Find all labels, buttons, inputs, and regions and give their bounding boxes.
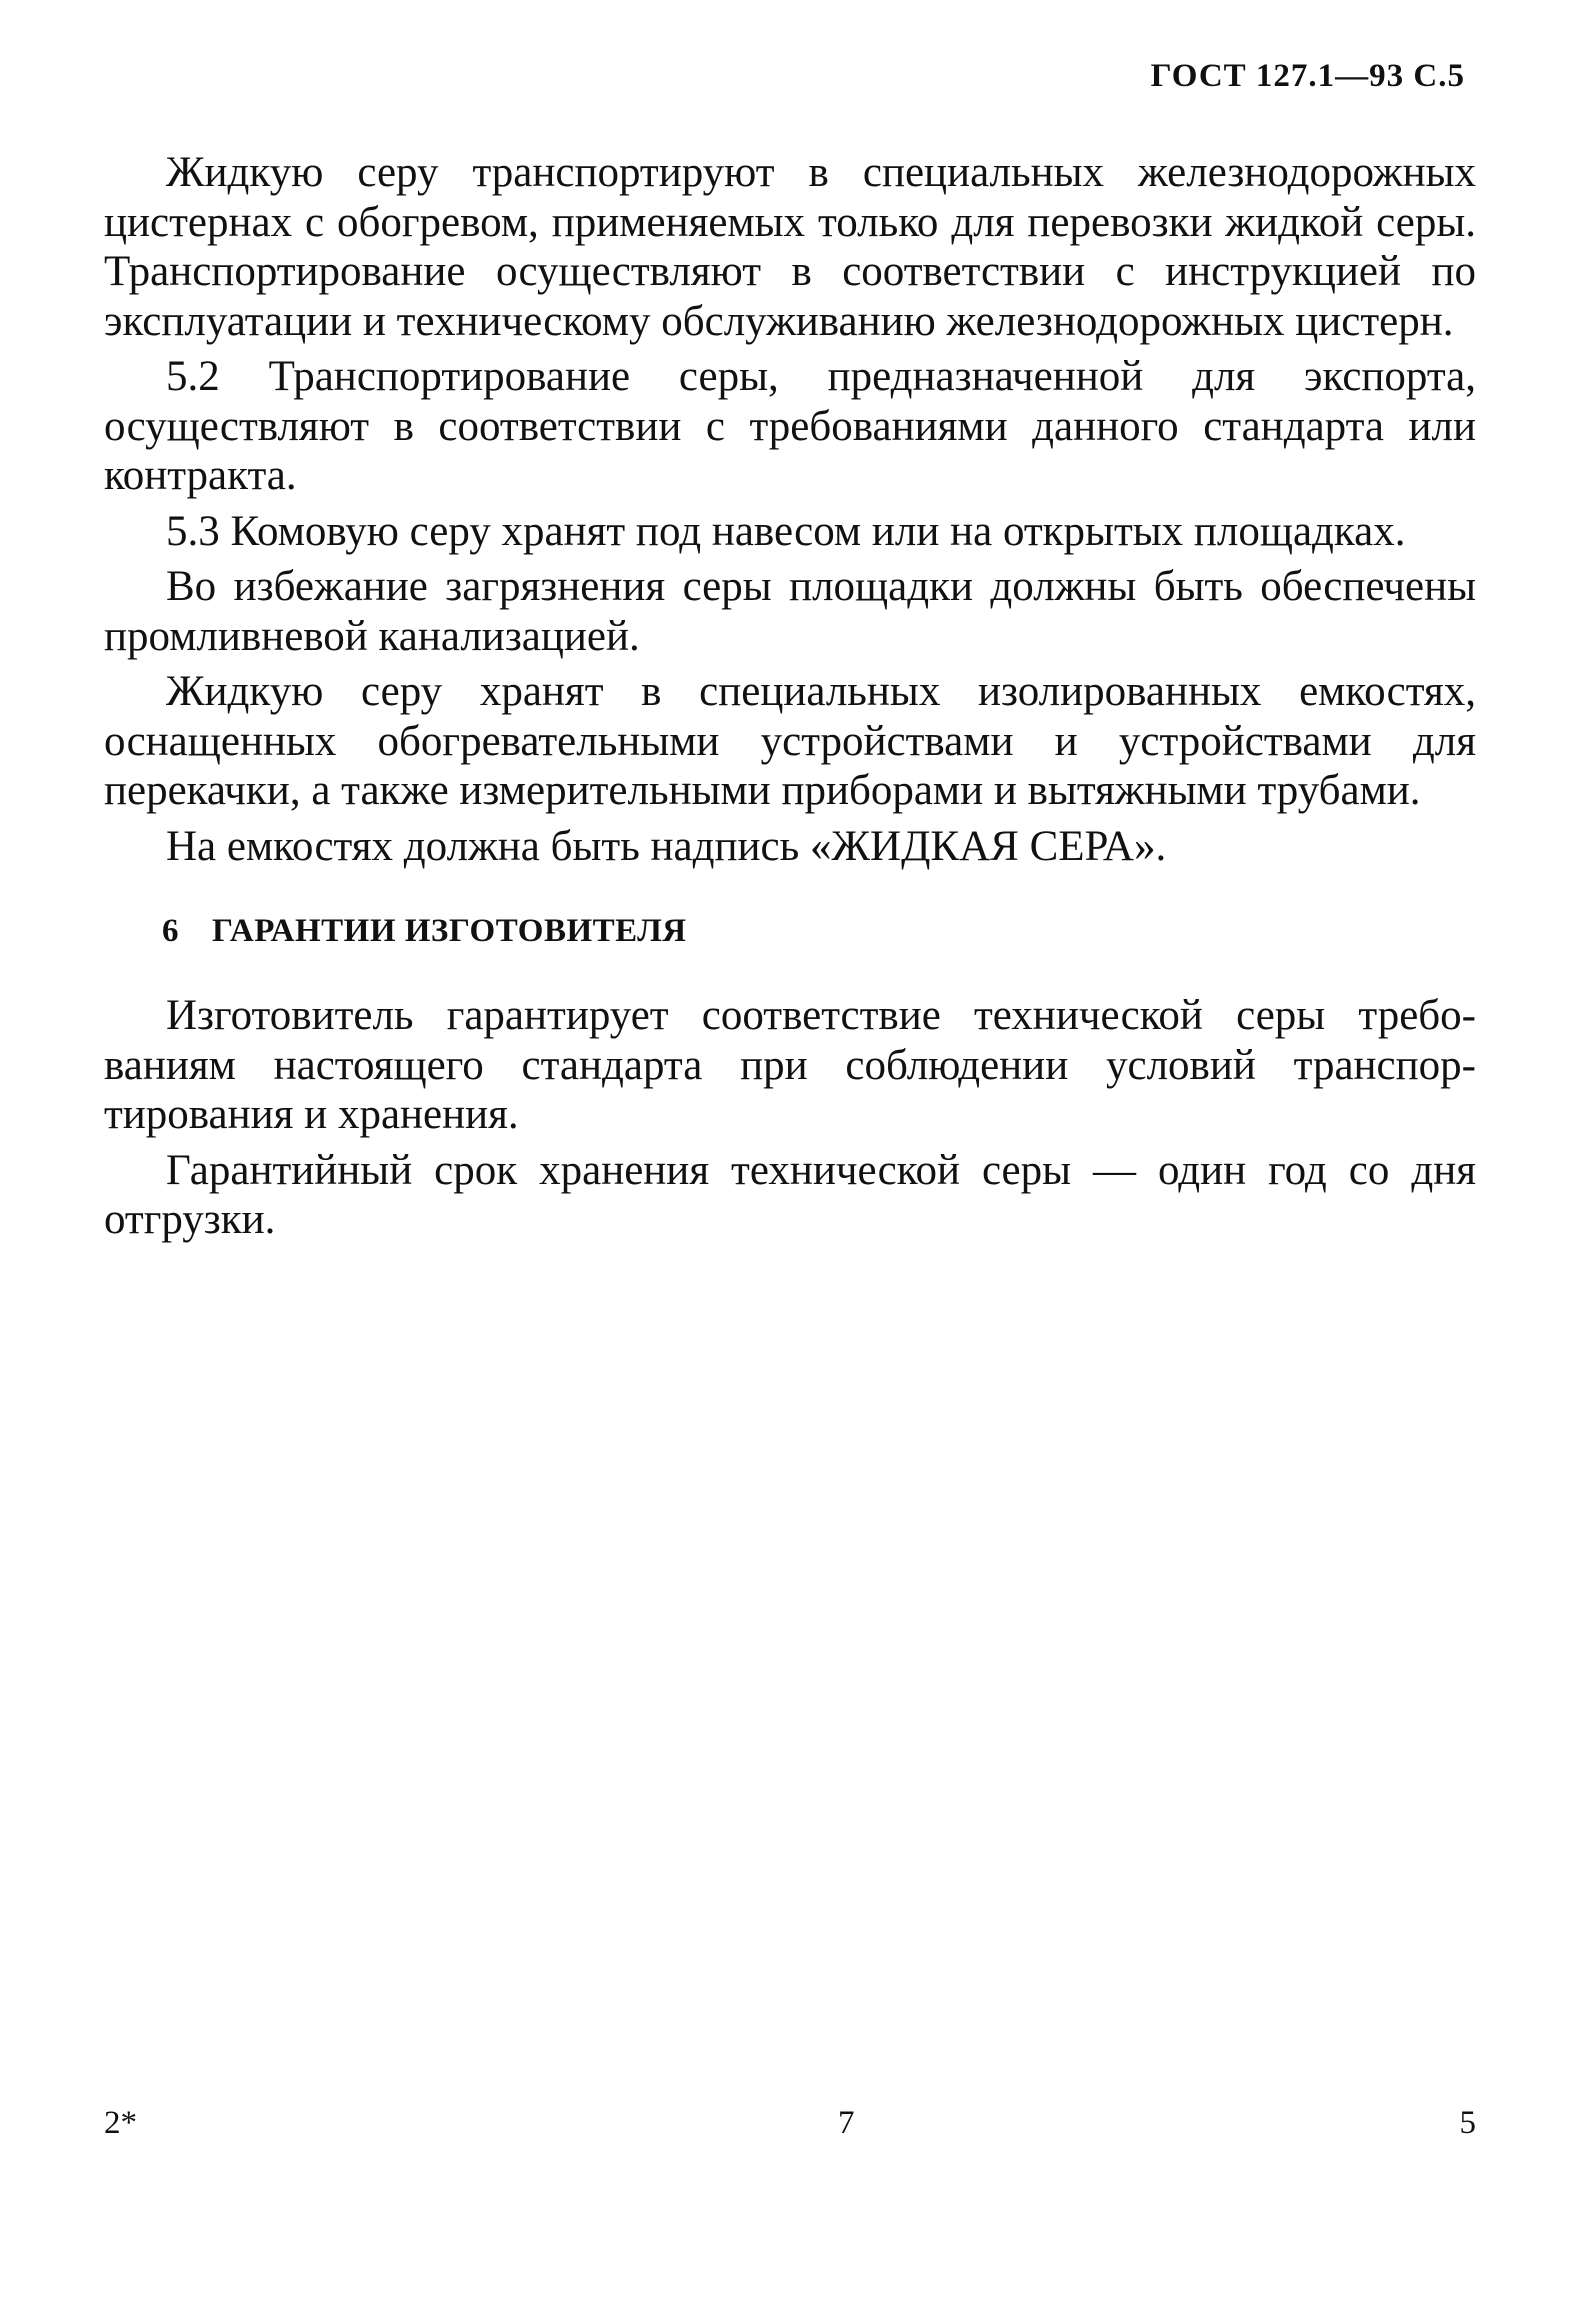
- paragraph-tank-label: На емкостях должна быть надпись «ЖИДКАЯ СЕРА».: [166, 822, 1167, 870]
- page-header: ГОСТ 127.1—93 С.5: [1150, 58, 1465, 94]
- paragraph-5-2-export-transport: 5.2 Транспортирование серы, предназначенной для экспорта, осуществляют в соответствии с требованиями данного стандарта или контракта.: [104, 353, 1476, 499]
- document-body: [104, 148, 1476, 1251]
- footer-page-number: 5: [1459, 2105, 1476, 2141]
- paragraph-manufacturer-guarantee: Изготовитель гарантирует соответствие технической серы требованиям настоящего стандарта при соблюдении условий транспортирования и хранения.: [104, 992, 1476, 1138]
- section-heading: [162, 911, 1476, 951]
- paragraph-warranty-period: Гарантийный срок хранения технической серы — один год со дня отгрузки.: [104, 1146, 1476, 1243]
- paragraph-liquid-sulfur-transport: Жидкую серу транспортируют в специальных железнодорожных цистернах с обогревом, применяемых только для перевозки жидкой серы. Транспортирование осуществляют в соответствии с инструкцией по эксплуатации и техническому обслуживанию железнодорожных цистерн.: [104, 149, 1476, 345]
- footer-sheet-mark: 2*: [104, 2105, 137, 2141]
- section-number: 6: [162, 913, 179, 949]
- paragraph-drainage: Во избежание загрязнения серы площадки должны быть обеспечены промливневой канализацией.: [104, 563, 1476, 660]
- page-footer: [104, 2105, 1476, 2145]
- paragraph-liquid-sulfur-storage: Жидкую серу хранят в специальных изолированных емкостях, оснащенных обогревательными устройствами и устройствами для перекачки, а также измерительными приборами и вытяжными трубами.: [104, 668, 1476, 814]
- section-title: ГАРАНТИИ ИЗГОТОВИТЕЛЯ: [212, 913, 687, 949]
- paragraph-5-3-lump-sulfur-storage: 5.3 Комовую серу хранят под навесом или на открытых площадках.: [166, 507, 1406, 555]
- footer-sheet-number: 7: [838, 2105, 855, 2141]
